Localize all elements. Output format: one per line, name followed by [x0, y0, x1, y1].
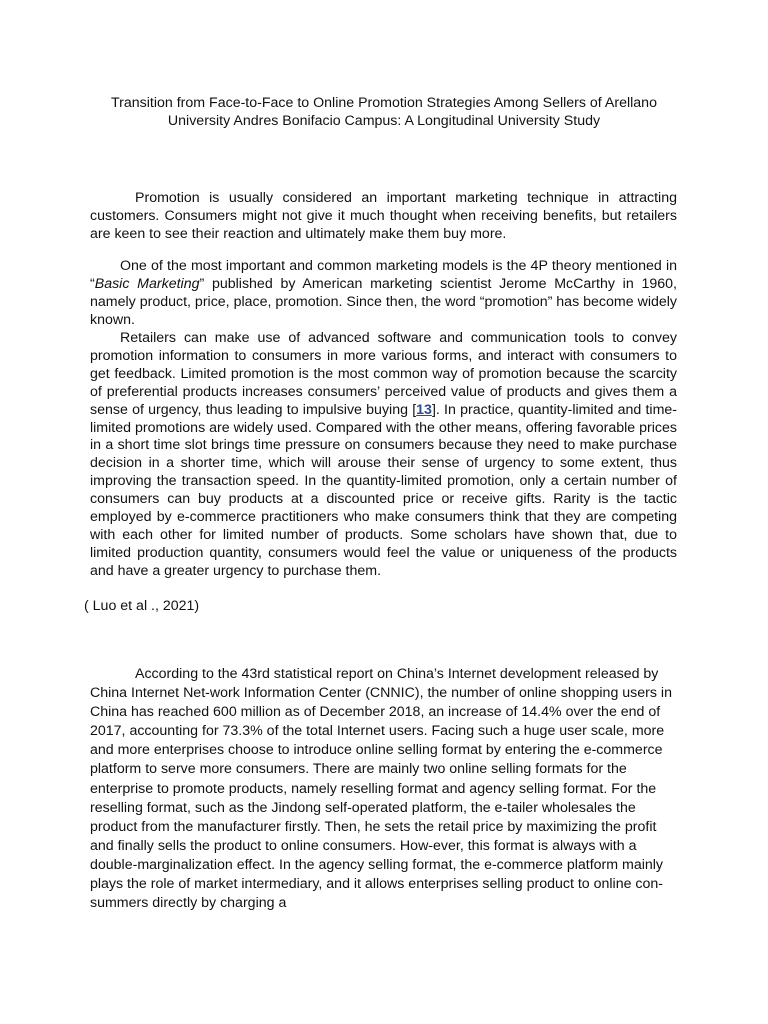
paragraph-4p-text-start: One of the most important and common marketing models is the 4P theory mentioned in “	[90, 258, 677, 292]
paragraph-limited-promotion	[90, 330, 677, 581]
title-line-1: Transition from Face-to-Face to Online Promotion Strategies Among Sellers of Arellano	[111, 95, 657, 111]
book-title-basic-marketing: Basic Marketing	[94, 275, 200, 292]
paragraph-limited-text-start: Retailers can make use of advanced software and communication tools to convey promotion information to consumers in more various forms, and interact with consumers to get feedback. Limited promotion is the most common way of promotion because the scarcity of preferential products increases consumers’ perceived value of products and gives them a sense of urgency, thus leading to impulsive buying [	[90, 330, 677, 418]
paragraph-limited-text-end: ]. In practice, quantity-limited and time-limited promotions are widely used. Compared with the other means, offering favorable prices in a short time slot brings time pressure on consumers because they need to make purchase decision in a shorter time, which will arouse their sense of urgency to some extent, thus improving the transaction speed. In the quantity-limited promotion, only a certain number of consumers can buy products at a discounted price or receive gifts. Rarity is the tactic employed by e-commerce practitioners who make consumers think that they are competing with each other for limited number of products. Some scholars have shown that, due to limited production quantity, consumers would feel the value or uniqueness of the products and have a greater urgency to purchase them.	[90, 401, 678, 579]
document-title	[80, 94, 688, 130]
title-line-2: University Andres Bonifacio Campus: A Longitudinal University Study	[167, 113, 601, 129]
citation: ( Luo et al ., 2021)	[84, 598, 200, 614]
paragraph-promotion-intro: Promotion is usually considered an important marketing technique in attracting customers. Consumers might not give it much thought when receiving benefits, but retailers are keen to see their reaction and ultimately make them buy more.	[90, 190, 677, 242]
reference-link-13[interactable]: 13	[416, 401, 432, 418]
paragraph-4p-text-end: ” published by American marketing scientist Jerome McCarthy in 1960, namely product, price, place, promotion. Since then, the word “promotion” has become widely known.	[90, 275, 677, 328]
paragraph-cnnic-text: According to the 43rd statistical report on China’s Internet development released by China Internet Net-work Information Center (CNNIC), the number of online shopping users in China has reached 600 million as of December 2018, an increase of 14.4% over the end of 2017, accounting for 73.3% of the total Internet users. Facing such a huge user scale, more and more enterprises choose to introduce online selling format by entering the e-commerce platform to serve more consumers. There are mainly two online selling formats for the enterprise to promote products, namely reselling format and agency selling format. For the reselling format, such as the Jindong self-operated platform, the e-tailer wholesales the product from the manufacturer firstly. Then, he sets the retail price by maximizing the profit and finally sells the product to online consumers. How-ever, this format is always with a double-marginalization effect. In the agency selling format, the e-commerce platform mainly plays the role of market intermediary, and it allows enterprises selling product to online con-summers directly by charging a	[90, 666, 672, 912]
paragraph-4p-theory	[90, 258, 677, 330]
paragraph-cnnic-report	[90, 665, 680, 913]
